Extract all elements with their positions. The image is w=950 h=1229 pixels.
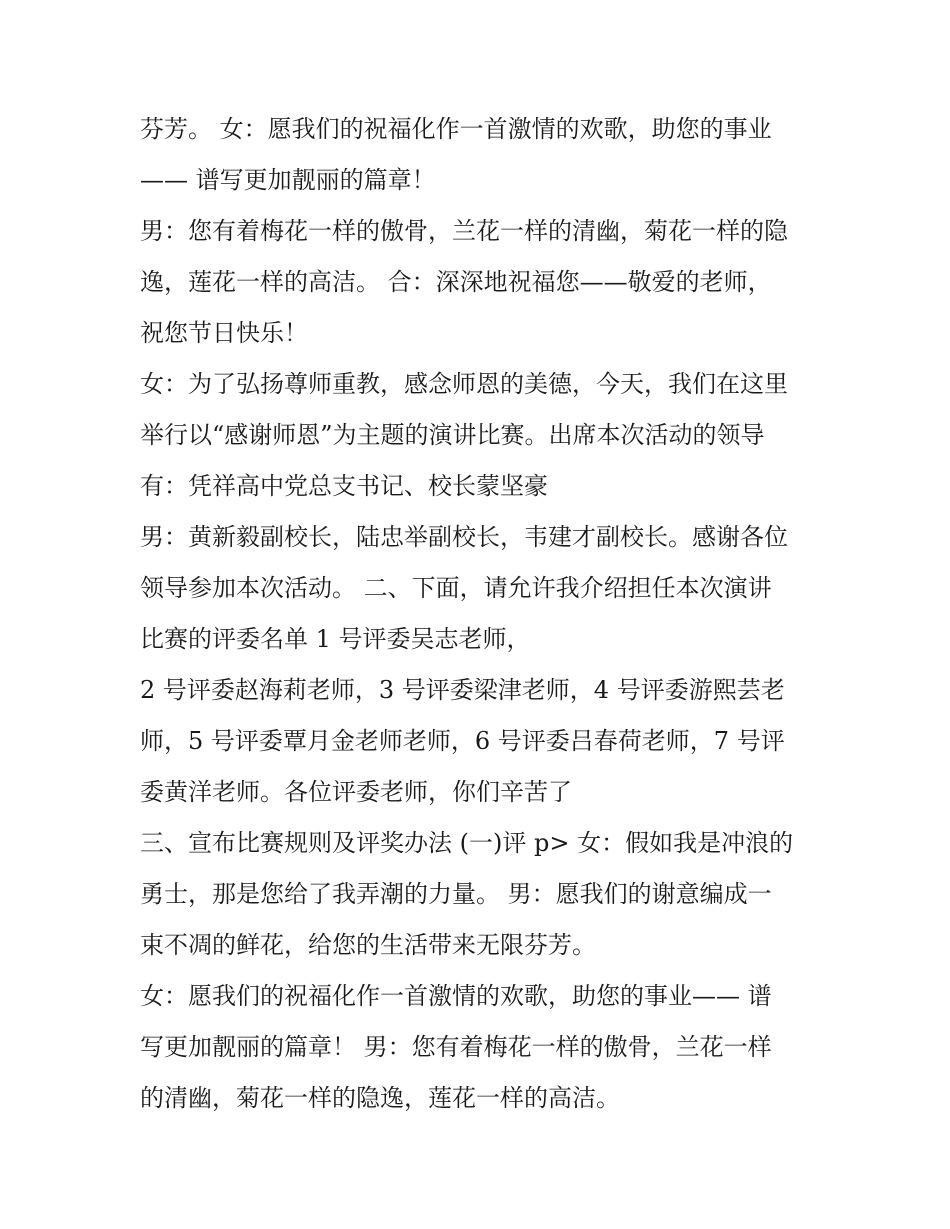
paragraph-3 [140,359,820,512]
text-line: 2 号评委赵海莉老师，3 号评委梁津老师，4 号评委游熙芸老 [140,676,785,704]
text-line: 男：黄新毅副校长，陆忠举副校长，韦建才副校长。感谢各位 [140,523,788,551]
text-line: 女：为了弘扬尊师重教，感念师恩的美德，今天，我们在这里 [140,370,788,398]
document-body [140,104,820,1124]
paragraph-1 [140,104,820,206]
text-line: —— 谱写更加靓丽的篇章！ [140,166,436,194]
text-line: 束不凋的鲜花，给您的生活带来无限芬芳。 [140,931,596,959]
text-line: 祝您节日快乐！ [140,319,308,347]
text-line: 师，5 号评委覃月金老师老师，6 号评委吕春荷老师，7 号评 [140,727,785,755]
text-line: 委黄洋老师。各位评委老师，你们辛苦了 [140,778,572,806]
paragraph-6 [140,818,820,971]
text-line: 写更加靓丽的篇章！ 男：您有着梅花一样的傲骨，兰花一样 [140,1033,772,1061]
paragraph-2 [140,206,820,359]
text-line: 三、宣布比赛规则及评奖办法 (一)评 p> 女：假如我是冲浪的 [140,829,794,857]
text-line: 女：愿我们的祝福化作一首激情的欢歌，助您的事业—— 谱 [140,982,772,1010]
text-line: 比赛的评委名单 1 号评委吴志老师， [140,625,531,653]
text-line: 的清幽，菊花一样的隐逸，莲花一样的高洁。 [140,1084,620,1112]
text-line: 逸，莲花一样的高洁。 合：深深地祝福您——敬爱的老师， [140,268,772,296]
text-line: 勇士，那是您给了我弄潮的力量。 男：愿我们的谢意编成一 [140,880,772,908]
text-line: 芬芳。 女：愿我们的祝福化作一首激情的欢歌，助您的事业 [140,115,772,143]
paragraph-5 [140,665,820,818]
text-line: 男：您有着梅花一样的傲骨，兰花一样的清幽，菊花一样的隐 [140,217,788,245]
paragraph-7 [140,971,820,1124]
text-line: 举行以“感谢师恩”为主题的演讲比赛。出席本次活动的领导 [140,421,765,449]
text-line: 领导参加本次活动。 二、下面，请允许我介绍担任本次演讲 [140,574,772,602]
text-line: 有：凭祥高中党总支书记、校长蒙坚豪 [140,472,548,500]
paragraph-4 [140,512,820,665]
